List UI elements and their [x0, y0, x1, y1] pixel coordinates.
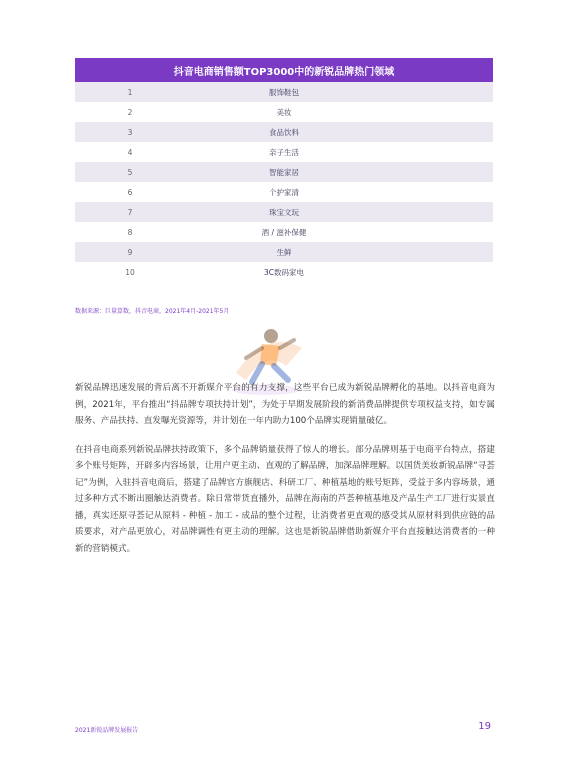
page-number: 19 [478, 721, 491, 732]
field-cell: 个护家清 [269, 187, 299, 197]
rank-cell: 6 [127, 187, 133, 197]
paragraph-1: 新锐品牌迅速发展的背后离不开新媒介平台的有力支撑，这些平台已成为新锐品牌孵化的基地。以抖音电商为例，2021年，平台推出“抖品牌专项扶持计划”，为处于早期发展阶段的新消费品牌提供专项权益支持，如专属服务、产品扶持、直发曝光资源等，并计划在一年内助力100个品牌实现销量破亿。 [75, 383, 495, 426]
table-row [75, 262, 493, 282]
table-row [75, 202, 493, 222]
table-title: 抖音电商销售额TOP3000中的新锐品牌热门领域 [75, 58, 493, 82]
body-text [75, 380, 495, 569]
field-cell: 亲子生活 [269, 147, 299, 157]
table-row [75, 222, 493, 242]
rank-cell: 4 [127, 147, 133, 157]
field-cell: 3C数码家电 [263, 267, 304, 277]
rank-cell: 7 [127, 207, 133, 217]
rank-cell: 9 [127, 247, 133, 257]
field-cell: 酒 / 滋补保健 [261, 227, 307, 237]
field-cell: 珠宝文玩 [269, 207, 299, 217]
rank-cell: 1 [127, 87, 133, 97]
rank-cell: 10 [125, 267, 135, 277]
field-cell: 服饰鞋包 [269, 87, 299, 97]
table-body [75, 82, 493, 282]
ranking-table [75, 58, 493, 282]
rank-cell: 3 [127, 127, 133, 137]
table-row [75, 182, 493, 202]
rank-cell: 5 [127, 167, 133, 177]
rank-cell: 8 [127, 227, 133, 237]
rank-cell: 2 [127, 107, 133, 117]
field-cell: 智能家居 [269, 167, 299, 177]
field-cell: 食品饮料 [269, 127, 299, 137]
footer-title: 2021新锐品牌发展报告 [75, 727, 139, 734]
field-cell: 生鲜 [276, 247, 292, 257]
data-source-note: 数据来源：巨量算数，抖音电商，2021年4月-2021年5月 [75, 308, 230, 315]
table-row [75, 102, 493, 122]
table-row [75, 242, 493, 262]
table-row [75, 162, 493, 182]
table-row [75, 142, 493, 162]
table-row [75, 122, 493, 142]
paragraph-2: 在抖音电商系列新锐品牌扶持政策下，多个品牌销量获得了惊人的增长。部分品牌则基于电商平台特点，搭建多个账号矩阵，开辟多内容场景，让用户更主动、直观的了解品牌，加深品牌理解。以国货美妆新锐品牌“寻荟记”为例，入驻抖音电商后，搭建了品牌官方旗舰店、科研工厂、种植基地的账号矩阵，受益于多内容场景，通过多种方式不断出圈触达消费者。除日常带货直播外，品牌在海南的芦荟种植基地及产品生产工厂进行实景直播，真实还原寻荟记从原料 - 种植 - 加工 - 成品的整个过程，让消费者更直观的感受其从原材料到供应链的品质要求，对产品更放心，对品牌调性有更主动的理解。这也是新锐品牌借助新媒介平台直接触达消费者的一种新的营销模式。 [75, 444, 495, 554]
table-row [75, 82, 493, 102]
field-cell: 美妆 [276, 107, 292, 117]
